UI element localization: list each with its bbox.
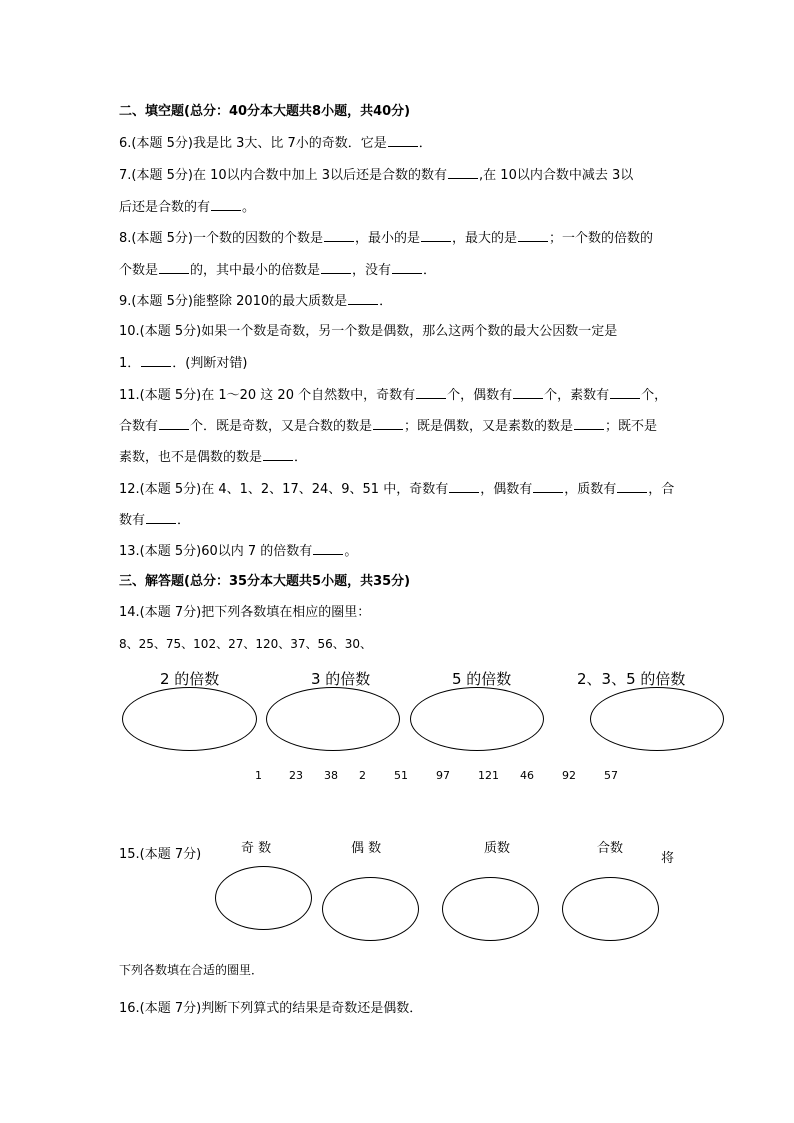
answer-circle-multiples-of-3[interactable] <box>266 687 400 751</box>
answer-blank[interactable] <box>348 293 378 305</box>
answer-blank[interactable] <box>518 230 548 242</box>
answer-circle-odd[interactable] <box>215 866 312 930</box>
answer-blank[interactable] <box>617 481 647 493</box>
question-8-line1: 8.(本题 5分)一个数的因数的个数是 ，最小的是 ，最大的是 ；一个数的倍数的 <box>119 231 653 246</box>
answer-circle-prime[interactable] <box>442 877 539 941</box>
answer-blank[interactable] <box>421 230 451 242</box>
answer-blank[interactable] <box>146 512 176 524</box>
question-11-line3: 素数，也不是偶数的数是 ． <box>119 450 308 465</box>
answer-blank[interactable] <box>159 262 189 274</box>
answer-blank[interactable] <box>321 262 351 274</box>
number-item: 46 <box>520 769 534 782</box>
question-8-line2: 个数是 的，其中最小的倍数是 ，没有 ． <box>119 263 437 278</box>
answer-circle-multiples-of-5[interactable] <box>410 687 544 751</box>
answer-blank[interactable] <box>373 418 403 430</box>
answer-blank[interactable] <box>448 167 478 179</box>
circle-label-multiples-of-3: 3 的倍数 <box>311 670 371 688</box>
question-11-line2: 合数有 个．既是奇数，又是合数的数是 ；既是偶数，又是素数的数是 ；既不是 <box>119 419 658 434</box>
number-item: 121 <box>478 769 499 782</box>
question-11-line1: 11.(本题 5分)在 1～20 这 20 个自然数中，奇数有 个，偶数有 个，素数有 个， <box>119 388 668 403</box>
number-item: 57 <box>604 769 618 782</box>
question-7-line2: 后还是合数的有 。 <box>119 200 256 215</box>
answer-blank[interactable] <box>324 230 354 242</box>
number-item: 97 <box>436 769 450 782</box>
question-7-line1: 7.(本题 5分)在 10以内合数中加上 3以后还是合数的数有 ,在 10以内合数中减去 3以 <box>119 168 634 183</box>
circle-label-odd: 奇 数 <box>241 841 272 856</box>
answer-blank[interactable] <box>159 418 189 430</box>
section2-heading: 二、填空题(总分：40分本大题共8小题，共40分) <box>119 104 411 119</box>
question-14-number-list: 8、25、75、102、27、120、37、56、30、 <box>119 637 373 651</box>
question-10-line2: 1． ．(判断对错) <box>119 356 248 371</box>
circle-label-composite: 合数 <box>597 841 624 856</box>
circle-label-multiples-of-2: 2 的倍数 <box>160 670 220 688</box>
question-14-stem: 14.(本题 7分)把下列各数填在相应的圈里： <box>119 605 371 620</box>
number-item: 38 <box>324 769 338 782</box>
answer-circle-even[interactable] <box>322 877 419 941</box>
answer-blank[interactable] <box>263 449 293 461</box>
number-item: 1 <box>255 769 262 782</box>
question-9: 9.(本题 5分)能整除 2010的最大质数是 ． <box>119 294 393 309</box>
number-item: 51 <box>394 769 408 782</box>
answer-blank[interactable] <box>610 387 640 399</box>
answer-blank[interactable] <box>416 387 446 399</box>
number-item: 23 <box>289 769 303 782</box>
answer-blank[interactable] <box>392 262 422 274</box>
circle-label-even: 偶 数 <box>351 841 382 856</box>
answer-blank[interactable] <box>211 199 241 211</box>
question-16-stem: 16.(本题 7分)判断下列算式的结果是奇数还是偶数． <box>119 1001 423 1016</box>
number-item: 2 <box>359 769 366 782</box>
question-12-line1: 12.(本题 5分)在 4、1、2、17、24、9、51 中，奇数有 ，偶数有 ，质数有 ，合 <box>119 482 675 497</box>
answer-circle-composite[interactable] <box>562 877 659 941</box>
answer-blank[interactable] <box>141 355 171 367</box>
question-15-side-char: 将 <box>661 851 675 866</box>
question-13: 13.(本题 5分)60以内 7 的倍数有 。 <box>119 544 358 559</box>
answer-blank[interactable] <box>313 543 343 555</box>
answer-blank[interactable] <box>533 481 563 493</box>
question-6: 6.(本题 5分)我是比 3大、比 7小的奇数．它是 ． <box>119 136 432 151</box>
question-15-tail: 下列各数填在合适的圈里． <box>119 963 264 977</box>
answer-blank[interactable] <box>574 418 604 430</box>
section3-heading: 三、解答题(总分：35分本大题共5小题，共35分) <box>119 574 411 589</box>
answer-blank[interactable] <box>449 481 479 493</box>
question-15-stem: 15.(本题 7分) <box>119 847 202 862</box>
number-item: 92 <box>562 769 576 782</box>
answer-blank[interactable] <box>513 387 543 399</box>
answer-circle-multiples-of-2-3-5[interactable] <box>590 687 724 751</box>
question-10-line1: 10.(本题 5分)如果一个数是奇数，另一个数是偶数，那么这两个数的最大公因数一定是 <box>119 324 618 339</box>
answer-blank[interactable] <box>388 135 418 147</box>
circle-label-prime: 质数 <box>484 841 511 856</box>
circle-label-multiples-of-5: 5 的倍数 <box>452 670 512 688</box>
answer-circle-multiples-of-2[interactable] <box>122 687 257 751</box>
circle-label-multiples-of-2-3-5: 2、3、5 的倍数 <box>577 670 686 688</box>
question-12-line2: 数有 ． <box>119 513 191 528</box>
